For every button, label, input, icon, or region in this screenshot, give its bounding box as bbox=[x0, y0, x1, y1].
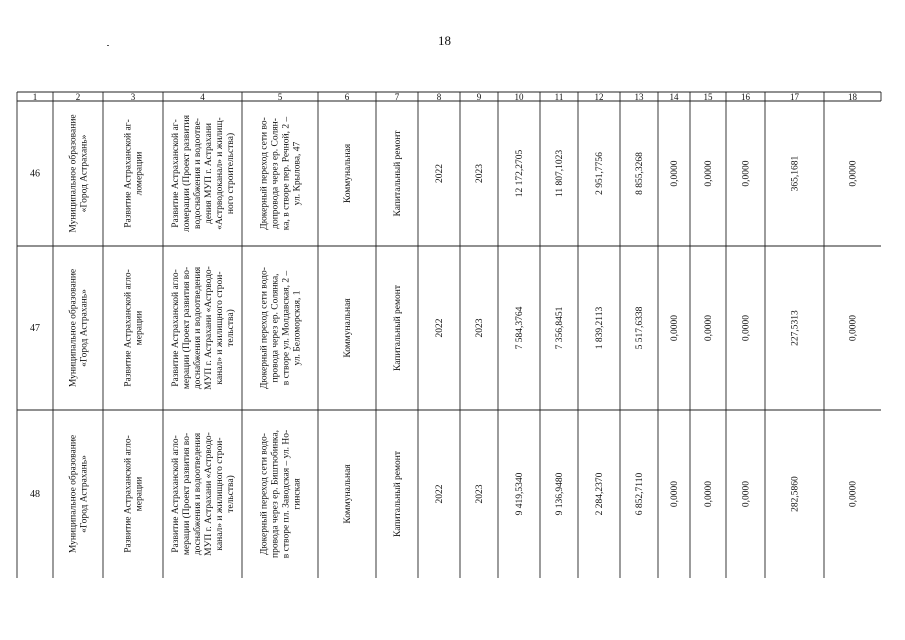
object-cell bbox=[259, 267, 303, 389]
total-cost-cell bbox=[515, 150, 525, 198]
amount-cell bbox=[849, 160, 859, 186]
object-cell-line: ул. Крылова, 47 bbox=[292, 141, 303, 206]
project-cell-line: канал» и жилищного строи- bbox=[215, 437, 225, 551]
object-cell-line: провода через ер. Биштюбинка, bbox=[270, 430, 281, 558]
page-number: 18 bbox=[438, 33, 451, 48]
category-cell bbox=[343, 143, 353, 203]
amount-cell-line: 0,0000 bbox=[741, 480, 752, 508]
municipality-cell-line: «Город Астрахань» bbox=[79, 455, 90, 533]
start-year-cell bbox=[435, 484, 445, 503]
amount-cell bbox=[791, 476, 801, 512]
amount-cell bbox=[742, 481, 752, 507]
municipality-cell-line: Муниципальное образование bbox=[68, 114, 79, 233]
work-type-cell-line: Капитальный ремонт bbox=[393, 284, 403, 372]
amount-cell bbox=[791, 310, 801, 346]
object-cell-line: ул. Беломорская, 1 bbox=[292, 290, 303, 366]
category-cell-line: Коммунальная bbox=[343, 464, 353, 524]
program-cell bbox=[123, 269, 145, 387]
amount-cell-line: 0,0000 bbox=[848, 480, 859, 508]
project-cell-line: доснабжения и водоотведения bbox=[193, 432, 203, 556]
total-cost-cell-line: 12 172,2705 bbox=[515, 149, 525, 198]
amount-cell bbox=[670, 315, 680, 341]
column-header: 10 bbox=[514, 92, 524, 102]
row-number: 47 bbox=[30, 323, 40, 334]
project-cell-line: МУП г. Астрахани «Астрводо- bbox=[204, 432, 214, 556]
column-header: 11 bbox=[554, 92, 564, 102]
amount-cell-line: 0,0000 bbox=[704, 480, 714, 508]
amount-cell-line: 0,0000 bbox=[670, 314, 680, 342]
amount-cell bbox=[635, 152, 645, 195]
amount-cell bbox=[849, 315, 859, 341]
amount-cell bbox=[742, 315, 752, 341]
amount-cell bbox=[555, 472, 565, 515]
program-cell bbox=[123, 435, 145, 553]
program-cell bbox=[123, 119, 145, 228]
amount-cell bbox=[595, 152, 605, 195]
column-header: 7 bbox=[394, 92, 400, 102]
amount-cell-line: 365,1681 bbox=[790, 155, 801, 192]
work-type-cell bbox=[392, 284, 403, 371]
object-cell bbox=[259, 117, 303, 231]
amount-cell bbox=[670, 160, 680, 186]
start-year-cell-line: 2022 bbox=[435, 164, 445, 183]
project-cell-line: ного строительства) bbox=[226, 132, 236, 215]
municipality-cell bbox=[68, 114, 90, 232]
project-cell-line: тельства) bbox=[226, 475, 236, 513]
start-year-cell bbox=[435, 164, 445, 183]
project-cell-line: Развитие Астраханской аг- bbox=[171, 119, 181, 228]
amount-cell bbox=[595, 472, 605, 515]
object-cell-line: Дюкерный переход сети водо- bbox=[259, 267, 270, 389]
municipality-cell-line: «Город Астрахань» bbox=[79, 134, 90, 213]
program-cell-line: Развитие Астраханской аг- bbox=[123, 119, 134, 228]
amount-cell-line: 2 951,7756 bbox=[595, 152, 605, 195]
column-header: 8 bbox=[436, 92, 442, 102]
work-type-cell-line: Капитальный ремонт bbox=[393, 450, 403, 538]
amount-cell bbox=[635, 473, 645, 516]
object-cell-line: Дюкерный переход сети во- bbox=[259, 117, 270, 230]
start-year-cell-line: 2022 bbox=[435, 484, 445, 504]
project-cell-line: доснабжения и водоотведения bbox=[193, 266, 203, 390]
program-cell-line: Развитие Астраханской агло- bbox=[123, 435, 134, 553]
amount-cell bbox=[555, 306, 565, 349]
start-year-cell bbox=[435, 318, 445, 337]
work-type-cell-line: Капитальный ремонт bbox=[393, 130, 403, 217]
project-cell-line: мерации (Проект развития во- bbox=[182, 266, 192, 390]
program-cell-line: Развитие Астраханской агло- bbox=[123, 269, 134, 387]
project-cell-line: МУП г. Астрахани «Астрводо- bbox=[204, 266, 214, 390]
amount-cell bbox=[704, 481, 714, 507]
amount-cell bbox=[849, 481, 859, 507]
amount-cell bbox=[704, 315, 714, 341]
column-header: 14 bbox=[669, 92, 679, 102]
total-cost-cell-line: 7 584,3764 bbox=[515, 306, 525, 350]
amount-cell bbox=[791, 155, 801, 191]
program-cell-line: ломерации bbox=[134, 151, 145, 196]
amount-cell bbox=[635, 306, 645, 349]
end-year-cell bbox=[475, 164, 485, 183]
total-cost-cell-line: 9 419,5340 bbox=[515, 472, 525, 516]
amount-cell-line: 5 517,6338 bbox=[635, 306, 645, 350]
amount-cell-line: 11 807,1023 bbox=[555, 149, 565, 198]
project-cell bbox=[170, 266, 236, 390]
column-header: 6 bbox=[344, 92, 350, 102]
amount-cell bbox=[555, 150, 565, 197]
project-cell bbox=[170, 432, 236, 556]
amount-cell-line: 0,0000 bbox=[741, 160, 752, 187]
work-type-cell bbox=[392, 130, 403, 217]
object-cell-line: ка, в створе пер. Речной, 2 – bbox=[281, 116, 292, 231]
column-header: 2 bbox=[75, 92, 81, 102]
total-cost-cell bbox=[515, 306, 525, 349]
amount-cell-line: 0,0000 bbox=[670, 160, 680, 187]
amount-cell-line: 0,0000 bbox=[848, 314, 859, 342]
column-header: 9 bbox=[476, 92, 482, 102]
amount-cell-line: 0,0000 bbox=[670, 480, 680, 508]
category-cell-line: Коммунальная bbox=[343, 143, 353, 204]
end-year-cell-line: 2023 bbox=[475, 318, 485, 338]
project-cell bbox=[170, 114, 236, 232]
project-cell-line: «Астрводоканал» и жилищ- bbox=[215, 117, 225, 230]
program-cell-line: мерации bbox=[134, 476, 145, 512]
amount-cell bbox=[742, 160, 752, 186]
project-cell-line: дения МУП г. Астрахани bbox=[204, 122, 214, 225]
amount-cell-line: 0,0000 bbox=[704, 314, 714, 342]
object-cell-line: гинская bbox=[292, 478, 303, 510]
municipality-cell-line: «Город Астрахань» bbox=[79, 289, 90, 367]
amount-cell-line: 7 356,8451 bbox=[555, 306, 565, 350]
amount-cell bbox=[670, 481, 680, 507]
category-cell bbox=[343, 298, 353, 358]
municipality-cell-line: Муниципальное образование bbox=[68, 268, 79, 388]
row-number: 46 bbox=[30, 168, 40, 180]
project-cell-line: канал» и жилищного строи- bbox=[215, 271, 225, 385]
column-header: 1 bbox=[32, 92, 38, 102]
object-cell bbox=[259, 430, 303, 558]
municipality-cell bbox=[68, 435, 90, 553]
project-cell-line: тельства) bbox=[226, 309, 236, 347]
project-cell-line: Развитие Астраханской агло- bbox=[171, 435, 181, 553]
municipality-cell-line: Муниципальное образование bbox=[68, 434, 79, 554]
object-cell-line: Дюкерный переход сети водо- bbox=[259, 433, 270, 555]
total-cost-cell bbox=[515, 472, 525, 515]
end-year-cell-line: 2023 bbox=[475, 164, 485, 183]
amount-cell-line: 6 852,7110 bbox=[635, 472, 645, 516]
start-year-cell-line: 2022 bbox=[435, 318, 445, 338]
municipality-cell bbox=[68, 269, 90, 387]
column-header: 18 bbox=[848, 92, 857, 102]
amount-cell bbox=[704, 160, 714, 186]
amount-cell-line: 0,0000 bbox=[741, 314, 752, 342]
end-year-cell bbox=[475, 484, 485, 503]
amount-cell-line: 282,5860 bbox=[790, 476, 801, 512]
project-cell-line: водоснабжения и водоотве- bbox=[193, 118, 203, 229]
amount-cell-line: 0,0000 bbox=[704, 160, 714, 187]
amount-cell-line: 8 855,3268 bbox=[635, 152, 645, 195]
column-header: 5 bbox=[277, 92, 283, 102]
amount-cell bbox=[595, 307, 605, 350]
amount-cell-line: 2 284,2370 bbox=[595, 472, 605, 516]
amount-cell-line: 227,5313 bbox=[790, 310, 801, 346]
object-cell-line: в створе ул. Молдавская, 2 – bbox=[281, 270, 292, 386]
column-header: 13 bbox=[634, 92, 644, 102]
work-type-cell bbox=[392, 450, 403, 537]
column-header: 16 bbox=[741, 92, 750, 102]
object-cell-line: в створе пл. Заводская – ул. Но- bbox=[281, 429, 292, 559]
category-cell-line: Коммунальная bbox=[343, 298, 353, 358]
row-number: 48 bbox=[30, 489, 40, 500]
column-header: 3 bbox=[130, 92, 136, 102]
column-header: 12 bbox=[594, 92, 604, 102]
end-year-cell bbox=[475, 318, 485, 337]
column-header: 17 bbox=[790, 92, 799, 102]
amount-cell-line: 0,0000 bbox=[848, 160, 859, 187]
project-cell-line: ломерации (Проект развития bbox=[182, 115, 192, 232]
project-cell-line: мерации (Проект развития во- bbox=[182, 432, 192, 556]
column-header: 15 bbox=[703, 92, 713, 102]
project-cell-line: Развитие Астраханской агло- bbox=[171, 269, 181, 387]
category-cell bbox=[343, 464, 353, 524]
object-cell-line: допровода через ер. Солян- bbox=[270, 118, 281, 229]
end-year-cell-line: 2023 bbox=[475, 484, 485, 504]
column-header: 4 bbox=[200, 92, 205, 102]
program-cell-line: мерации bbox=[134, 310, 145, 346]
amount-cell-line: 9 136,9480 bbox=[555, 472, 565, 516]
object-cell-line: провода через ер. Солянка, bbox=[270, 273, 281, 383]
amount-cell-line: 1 839,2113 bbox=[595, 306, 605, 350]
